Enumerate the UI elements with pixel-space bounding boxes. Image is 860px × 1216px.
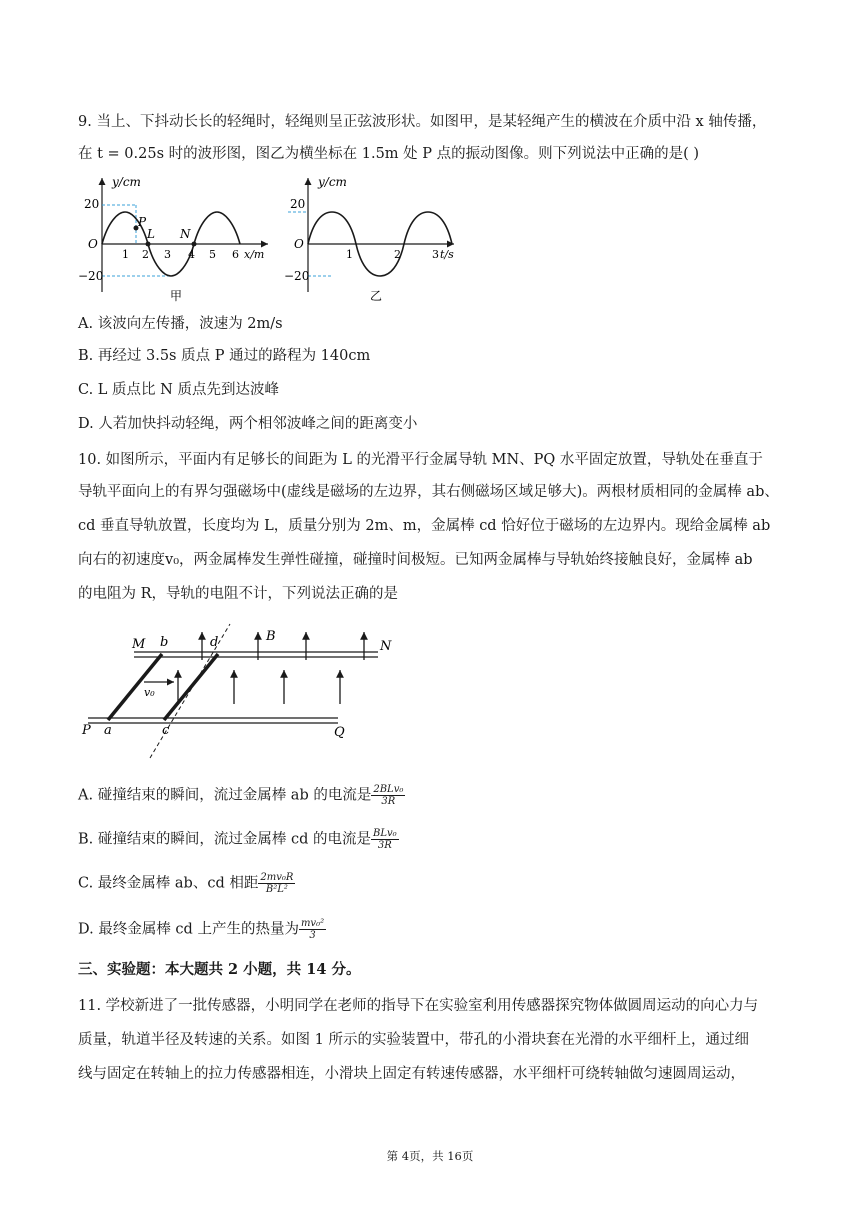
q10-option-d-fraction	[299, 918, 326, 941]
y-tick-neg20-jia: −20	[78, 269, 104, 283]
q10-stem-line-2: 导轨平面向上的有界匀强磁场中(虚线是磁场的左边界，其右侧磁场区域足够大)。两根材质相同的金属棒 ab、	[78, 484, 779, 500]
point-l	[146, 242, 151, 247]
frac-numerator: 2mv₀R	[260, 872, 294, 883]
y-tick-20-jia: 20	[84, 197, 100, 211]
label-n: N	[180, 227, 191, 241]
label-v0: v₀	[144, 686, 155, 699]
x-axis-label-yi: t/s	[440, 248, 454, 261]
x-tick-5-jia: 5	[209, 248, 216, 261]
q10-option-c-text: C. 最终金属棒 ab、cd 相距	[78, 875, 259, 892]
label-n: N	[380, 639, 392, 654]
label-b: b	[160, 635, 169, 650]
frac-numerator: BLv₀	[373, 828, 397, 839]
label-q: Q	[334, 725, 345, 740]
label-l: L	[147, 227, 155, 241]
t-tick-3-yi: 3	[432, 248, 439, 261]
q10-option-b	[78, 828, 798, 851]
label-field-b: B	[266, 629, 276, 644]
q11-stem-line-1: 11. 学校新进了一批传感器，小明同学在老师的指导下在实验室利用传感器探究物体做圆周运动的向心力与	[78, 998, 759, 1014]
origin-jia: O	[88, 237, 98, 251]
origin-yi: O	[294, 237, 304, 251]
q11-stem-line-2: 质量，轨道半径及转速的关系。如图 1 所示的实验装置中，带孔的小滑块套在光滑的水平细杆上，通过细	[78, 1032, 749, 1048]
x-tick-3-jia: 3	[164, 248, 171, 261]
point-n	[192, 242, 197, 247]
caption-yi: 乙	[370, 289, 383, 303]
x-tick-6-jia: 6	[232, 248, 239, 261]
label-p: P	[82, 723, 91, 738]
vibration-graph-yi	[284, 172, 464, 306]
label-m: M	[132, 637, 146, 652]
t-tick-1-yi: 1	[346, 248, 353, 261]
y-axis-label-jia: y/cm	[112, 175, 141, 189]
q10-stem-line-1: 10. 如图所示，平面内有足够长的间距为 L 的光滑平行金属导轨 MN、PQ 水平固定放置，导轨处在垂直于	[78, 452, 763, 468]
q10-option-a	[78, 784, 798, 807]
label-p: P	[138, 215, 147, 229]
t-tick-2-yi: 2	[394, 248, 401, 261]
q11-stem-line-3: 线与固定在转轴上的拉力传感器相连，小滑块上固定有转速传感器，水平细杆可绕转轴做匀速圆周运动，	[78, 1066, 745, 1082]
q10-option-a-fraction	[371, 784, 405, 807]
frac-denominator: 3R	[381, 796, 396, 807]
y-tick-20-yi: 20	[290, 197, 306, 211]
q10-option-b-fraction	[371, 828, 399, 851]
q10-stem-line-3: cd 垂直导轨放置，长度均为 L，质量分别为 2m、m，金属棒 cd 恰好位于磁场的左边界内。现给金属棒 ab	[78, 518, 771, 534]
q10-option-b-text: B. 碰撞结束的瞬间，流过金属棒 cd 的电流是	[78, 831, 371, 848]
q9-option-b: B. 再经过 3.5s 质点 P 通过的路程为 140cm	[78, 348, 371, 364]
q10-stem-line-4: 向右的初速度v₀，两金属棒发生弹性碰撞，碰撞时间极短。已知两金属棒与导轨始终接触良好，金属棒 ab	[78, 552, 753, 568]
q10-option-d	[78, 918, 798, 941]
y-axis-label-yi: y/cm	[318, 175, 347, 189]
q9-option-c: C. L 质点比 N 质点先到达波峰	[78, 382, 279, 398]
frac-denominator: 3	[309, 930, 316, 941]
q10-option-c	[78, 872, 798, 895]
q9-stem-line-1: 9. 当上、下抖动长长的轻绳时，轻绳则呈正弦波形状。如图甲，是某轻绳产生的横波在介质中沿 x 轴传播，	[78, 114, 767, 130]
frac-numerator: mv₀²	[300, 918, 325, 929]
frac-denominator: B²L²	[265, 884, 288, 895]
x-axis-label-jia: x/m	[244, 248, 265, 261]
q9-option-a: A. 该波向左传播，波速为 2m/s	[78, 316, 283, 332]
caption-jia: 甲	[170, 289, 183, 303]
frac-numerator: 2BLv₀	[373, 784, 404, 795]
page-footer: 第 4页，共 16页	[386, 1149, 474, 1163]
rail-figure	[78, 620, 418, 770]
label-a: a	[104, 723, 112, 738]
wave-graph-jia	[78, 172, 278, 306]
q10-option-d-text: D. 最终金属棒 cd 上产生的热量为	[78, 921, 299, 938]
label-d: d	[210, 635, 219, 650]
section-heading: 三、实验题：本大题共 2 小题，共 14 分。	[78, 961, 361, 978]
q10-stem-line-5: 的电阻为 R，导轨的电阻不计，下列说法正确的是	[78, 586, 399, 602]
q9-stem-line-2: 在 t = 0.25s 时的波形图，图乙为横坐标在 1.5m 处 P 点的振动图像。则下列说法中正确的是( )	[78, 146, 700, 162]
frac-denominator: 3R	[377, 840, 392, 851]
q10-option-c-fraction	[258, 872, 295, 895]
x-tick-2-jia: 2	[142, 248, 149, 261]
q10-option-a-text: A. 碰撞结束的瞬间，流过金属棒 ab 的电流是	[78, 787, 372, 804]
q9-option-d: D. 人若加快抖动轻绳，两个相邻波峰之间的距离变小	[78, 416, 418, 432]
label-c: c	[162, 723, 170, 738]
y-tick-neg20-yi: −20	[284, 269, 310, 283]
x-tick-4-jia: 4	[188, 248, 195, 261]
x-tick-1-jia: 1	[122, 248, 129, 261]
